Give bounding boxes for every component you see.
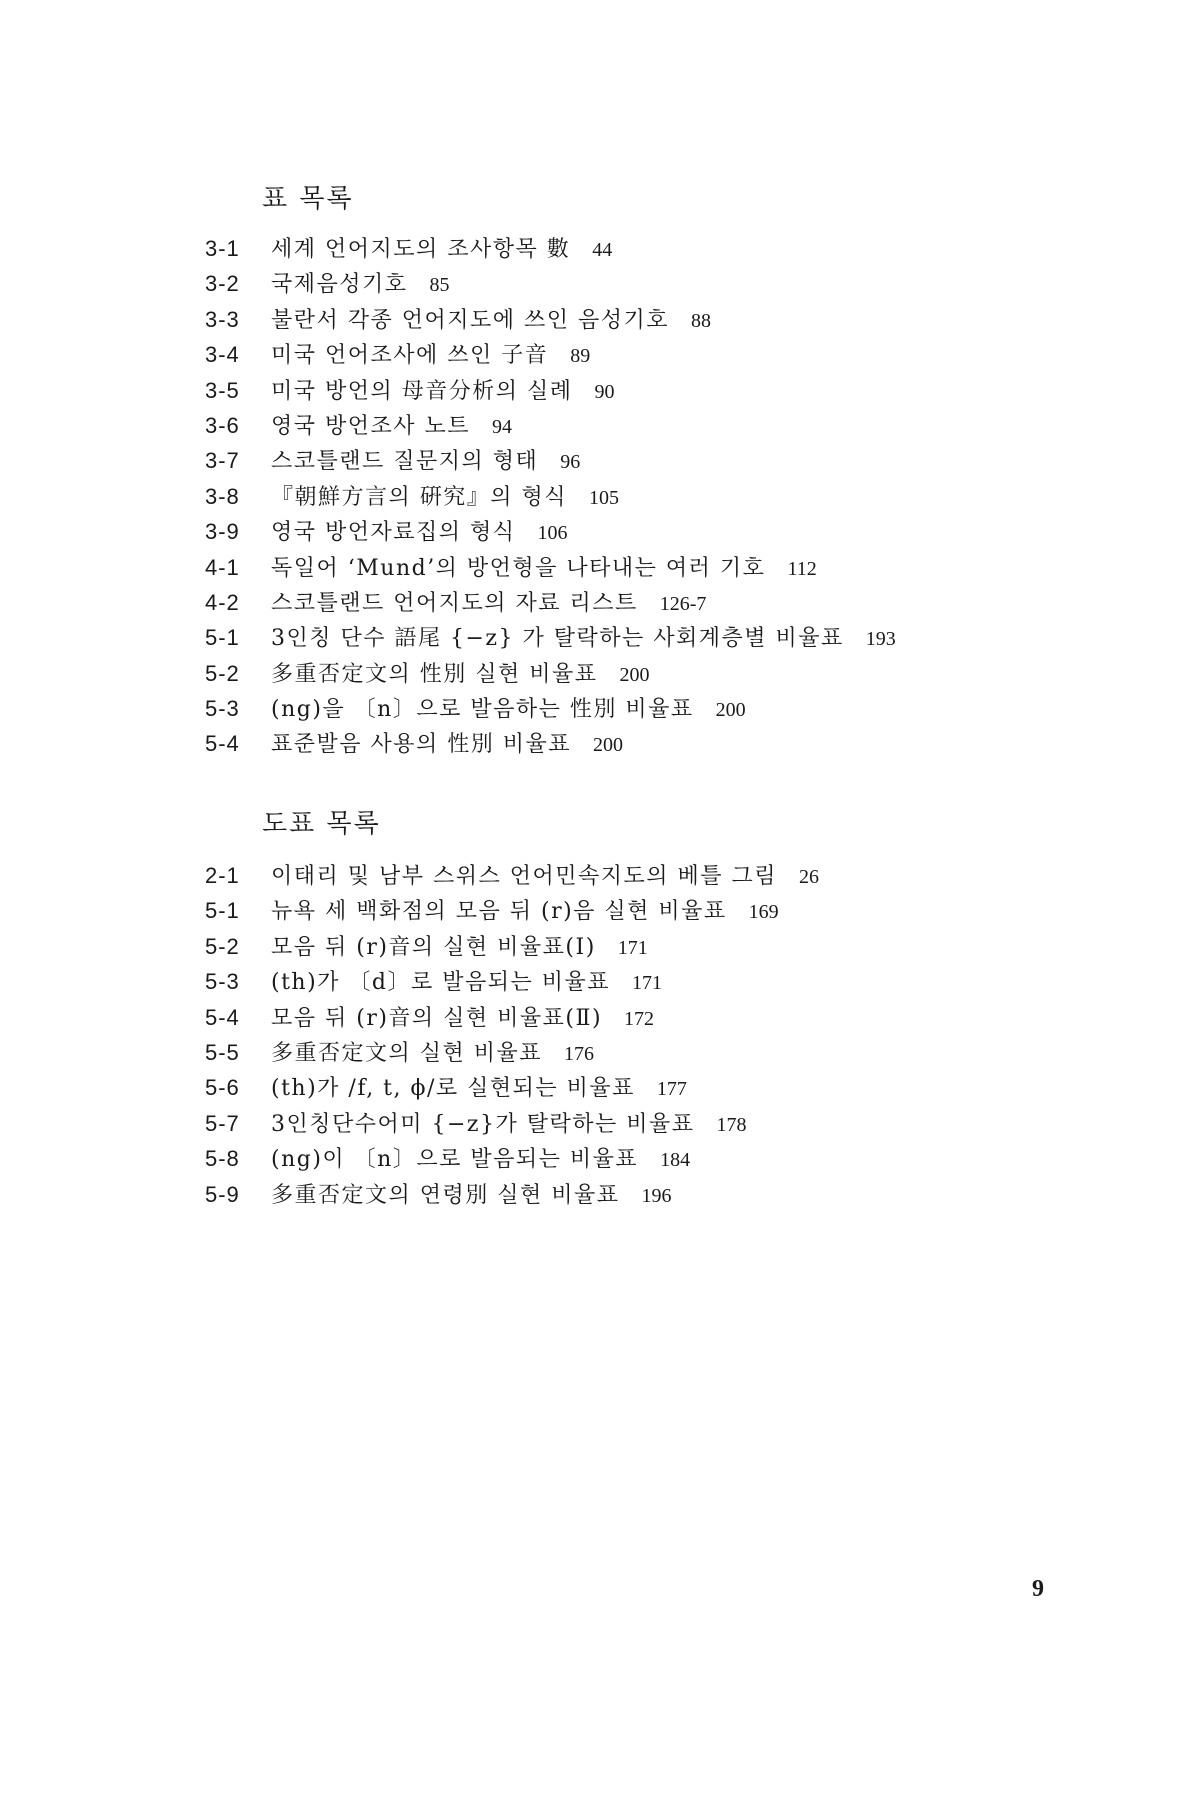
entry-page-number: 178 — [716, 1113, 747, 1136]
entry-page-number: 172 — [624, 1007, 655, 1030]
list-item — [205, 1000, 819, 1035]
entry-page-number: 44 — [592, 239, 613, 261]
list-item — [205, 1035, 819, 1070]
entry-page-number: 193 — [865, 628, 896, 651]
entry-page-number: 200 — [593, 734, 624, 757]
entry-number: 3-2 — [205, 271, 240, 297]
list-item — [205, 585, 896, 620]
list-item — [205, 929, 819, 964]
entry-title: 독일어 ‘Mund’의 방언형을 나타내는 여러 기호 — [271, 555, 766, 581]
list-item — [205, 337, 896, 372]
entry-page-number: 96 — [560, 451, 581, 474]
entry-number: 5-8 — [205, 1146, 240, 1172]
entry-number: 5-4 — [205, 1004, 240, 1030]
entry-number: 3-5 — [205, 377, 240, 403]
entry-number: 5-7 — [205, 1110, 240, 1136]
entry-page-number: 112 — [787, 557, 817, 580]
entry-title: 多重否定文의 실현 비율표 — [271, 1040, 542, 1066]
entry-title: 세계 언어지도의 조사항목 數 — [271, 237, 571, 262]
entry-title: (th)가 〔d〕로 발음되는 비율표 — [271, 970, 611, 996]
list-item — [205, 514, 896, 549]
list-item — [205, 302, 896, 337]
entry-page-number: 177 — [656, 1078, 687, 1101]
entry-number: 3-3 — [205, 306, 240, 332]
entry-number: 4-2 — [205, 589, 240, 615]
entry-title: 영국 방언자료집의 형식 — [271, 520, 516, 546]
entry-page-number: 106 — [537, 522, 568, 545]
entry-title: 국제음성기호 — [271, 272, 408, 298]
entry-title: 모음 뒤 (r)音의 실현 비율표(Ⅰ) — [271, 934, 596, 960]
entry-number: 5-1 — [205, 898, 240, 924]
entry-page-number: 90 — [594, 380, 615, 403]
entry-number: 3-9 — [205, 519, 240, 545]
entry-title: 표준발음 사용의 性別 비율표 — [271, 732, 572, 758]
entry-title: (ng)이 〔n〕으로 발음되는 비율표 — [271, 1147, 639, 1173]
entry-title: 스코틀랜드 질문지의 형태 — [271, 449, 539, 475]
list-item — [205, 656, 896, 691]
entry-title: 모음 뒤 (r)音의 실현 비율표(Ⅱ) — [271, 1005, 603, 1031]
entry-number: 5-2 — [205, 660, 240, 686]
entry-page-number: 85 — [429, 274, 450, 297]
entry-title: 뉴욕 세 백화점의 모음 뒤 (r)음 실현 비율표 — [271, 899, 727, 925]
entry-page-number: 184 — [660, 1149, 691, 1172]
entry-title: 『朝鮮方言의 硏究』의 형식 — [271, 484, 567, 510]
figure-list-entries — [205, 858, 819, 1212]
entry-number: 3-8 — [205, 483, 240, 509]
entry-number: 5-5 — [205, 1039, 240, 1065]
entry-number: 4-1 — [205, 554, 240, 580]
entry-number: 2-1 — [205, 863, 240, 888]
list-item — [205, 1141, 819, 1176]
entry-page-number: 88 — [691, 309, 712, 332]
entry-number: 5-1 — [205, 625, 240, 651]
figure-list-heading: 도표 목록 — [262, 809, 381, 839]
entry-page-number: 89 — [570, 345, 591, 368]
list-item — [205, 266, 896, 301]
entry-title: 이태리 및 남부 스위스 언어민속지도의 베틀 그림 — [271, 864, 778, 889]
list-item — [205, 408, 896, 443]
entry-title: (ng)을 〔n〕으로 발음하는 性別 비율표 — [271, 697, 694, 723]
list-item — [205, 479, 896, 514]
entry-page-number: 171 — [632, 972, 663, 995]
entry-number: 5-9 — [205, 1181, 240, 1207]
list-item — [205, 1070, 819, 1105]
entry-page-number: 94 — [492, 415, 513, 438]
table-list-heading: 표 목록 — [262, 184, 354, 214]
list-item — [205, 373, 896, 408]
entry-page-number: 200 — [715, 699, 746, 722]
entry-page-number: 196 — [641, 1184, 672, 1207]
list-item — [205, 726, 896, 761]
entry-number: 5-4 — [205, 731, 240, 757]
entry-title: 多重否定文의 연령別 실현 비율표 — [271, 1182, 620, 1208]
entry-page-number: 176 — [564, 1042, 594, 1065]
entry-title: 영국 방언조사 노트 — [271, 413, 471, 439]
list-item — [205, 1177, 819, 1212]
entry-number: 5-3 — [205, 696, 240, 722]
entry-number: 5-6 — [205, 1075, 240, 1101]
list-item — [205, 691, 896, 726]
table-list-entries — [205, 231, 896, 762]
page-number: 9 — [1032, 1576, 1044, 1602]
entry-title: 불란서 각종 언어지도에 쓰인 음성기호 — [271, 307, 670, 333]
entry-page-number: 171 — [617, 936, 648, 959]
list-item — [205, 1106, 819, 1141]
entry-page-number: 126-7 — [659, 592, 707, 615]
entry-number: 3-6 — [205, 412, 240, 438]
entry-title: 미국 언어조사에 쓰인 子音 — [271, 343, 549, 369]
entry-title: 미국 방언의 母音分析의 실례 — [271, 378, 573, 404]
entry-number: 3-4 — [205, 342, 240, 368]
list-item — [205, 620, 896, 655]
entry-title: 3인칭단수어미 {−z}가 탈락하는 비율표 — [271, 1111, 695, 1137]
entry-number: 3-1 — [205, 236, 240, 261]
entry-title: (th)가 /f, t, ϕ/로 실현되는 비율표 — [271, 1076, 635, 1102]
list-item — [205, 893, 819, 928]
entry-title: 3인칭 단수 語尾 {−z} 가 탈락하는 사회계층별 비율표 — [271, 626, 844, 652]
list-item — [205, 443, 896, 478]
list-item — [205, 858, 819, 893]
list-item — [205, 231, 896, 266]
entry-title: 스코틀랜드 언어지도의 자료 리스트 — [271, 590, 638, 616]
entry-page-number: 105 — [589, 486, 619, 509]
entry-title: 多重否定文의 性別 실현 비율표 — [271, 661, 598, 687]
entry-number: 3-7 — [205, 448, 240, 474]
entry-page-number: 169 — [748, 901, 779, 924]
entry-page-number: 26 — [799, 866, 820, 888]
list-item — [205, 964, 819, 999]
entry-number: 5-3 — [205, 969, 240, 995]
entry-number: 5-2 — [205, 933, 240, 959]
list-item — [205, 550, 896, 585]
entry-page-number: 200 — [619, 663, 650, 686]
